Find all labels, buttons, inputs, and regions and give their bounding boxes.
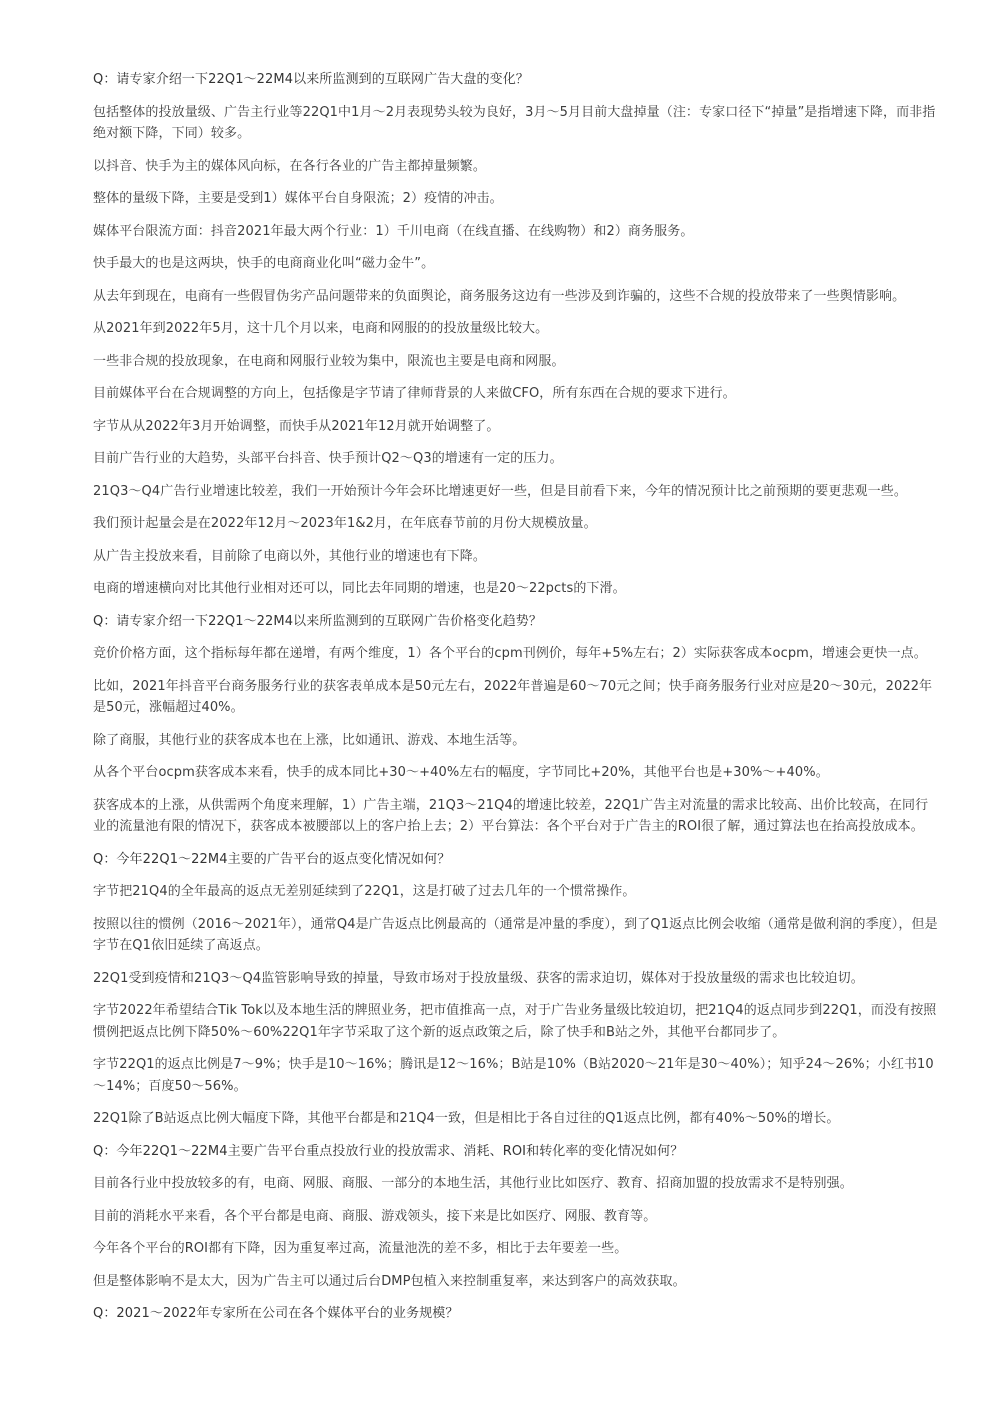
answer-paragraph: 快手最大的也是这两块，快手的电商商业化叫“磁力金牛”。 bbox=[93, 256, 435, 271]
answer-paragraph: 目前的消耗水平来看，各个平台都是电商、商服、游戏领头，接下来是比如医疗、网服、教育等。 bbox=[93, 1208, 657, 1224]
answer-paragraph: 从各个平台ocpm获客成本来看，快手的成本同比+30～+40%左右的幅度，字节同比+20%，其他平台也是+30%～+40%。 bbox=[93, 765, 829, 780]
answer-paragraph: 包括整体的投放量级、广告主行业等22Q1中1月～2月表现势头较为良好，3月～5月目前大盘掉量（注：专家口径下“掉量”是指增速下降，而非指绝对额下降，下同）较多。 bbox=[93, 104, 936, 141]
answer-paragraph: 从广告主投放来看，目前除了电商以外，其他行业的增速也有下降。 bbox=[93, 548, 487, 564]
answer-paragraph: 竞价价格方面，这个指标每年都在递增，有两个维度，1）各个平台的cpm刊例价，每年+5%左右；2）实际获客成本ocpm，增速会更快一点。 bbox=[93, 646, 927, 661]
answer-paragraph: 比如，2021年抖音平台商务服务行业的获客表单成本是50元左右，2022年普遍是60～70元之间；快手商务服务行业对应是20～30元，2022年是50元，涨幅超过40%。 bbox=[93, 678, 933, 715]
answer-paragraph: 获客成本的上涨，从供需两个角度来理解，1）广告主端，21Q3～21Q4的增速比较差，22Q1广告主对流量的需求比较高、出价比较高，在同行业的流量池有限的情况下，获客成本被腰部以上的客户抬上去；2）平台算法：各个平台对于广告主的ROI很了解，通过算法也在抬高投放成本。 bbox=[93, 797, 929, 834]
answer-paragraph: 字节22Q1的返点比例是7～9%；快手是10～16%；腾讯是12～16%；B站是10%（B站2020～21年是30～40%）；知乎24～26%；小红书10～14%；百度50～56%。 bbox=[93, 1057, 934, 1094]
answer-paragraph: 字节从从2022年3月开始调整，而快手从2021年12月就开始调整了。 bbox=[93, 418, 500, 434]
question-paragraph: Q：请专家介绍一下22Q1～22M4以来所监测到的互联网广告价格变化趋势？ bbox=[93, 613, 543, 629]
answer-paragraph: 电商的增速横向对比其他行业相对还可以，同比去年同期的增速，也是20～22pcts的下滑。 bbox=[93, 581, 626, 596]
answer-paragraph: 整体的量级下降，主要是受到1）媒体平台自身限流；2）疫情的冲击。 bbox=[93, 191, 503, 206]
answer-paragraph: 22Q1除了B站返点比例大幅度下降，其他平台都是和21Q4一致，但是相比于各自过往的Q1返点比例，都有40%～50%的增长。 bbox=[93, 1111, 840, 1126]
answer-paragraph: 除了商服，其他行业的获客成本也在上涨，比如通讯、游戏、本地生活等。 bbox=[93, 732, 526, 748]
answer-paragraph: 字节2022年希望结合Tik Tok以及本地生活的牌照业务，把市值推高一点，对于广告业务量级比较迫切，把21Q4的返点同步到22Q1，而没有按照惯例把返点比例下降50%～60%22Q1年字节采取了这个新的返点政策之后，除了快手和B站之外，其他平台都同步了。 bbox=[93, 1003, 937, 1040]
answer-paragraph: 目前广告行业的大趋势，头部平台抖音、快手预计Q2～Q3的增速有一定的压力。 bbox=[93, 451, 563, 466]
question-paragraph: Q：2021～2022年专家所在公司在各个媒体平台的业务规模？ bbox=[93, 1306, 459, 1321]
answer-paragraph: 从2021年到2022年5月，这十几个月以来，电商和网服的的投放量级比较大。 bbox=[93, 321, 549, 336]
answer-paragraph: 从去年到现在，电商有一些假冒伪劣产品问题带来的负面舆论，商务服务这边有一些涉及到诈骗的，这些不合规的投放带来了一些舆情影响。 bbox=[93, 288, 906, 304]
question-paragraph: Q：今年22Q1～22M4主要广告平台重点投放行业的投放需求、消耗、ROI和转化率的变化情况如何？ bbox=[93, 1143, 684, 1159]
answer-paragraph: 22Q1受到疫情和21Q3～Q4监管影响导致的掉量，导致市场对于投放量级、获客的需求迫切，媒体对于投放量级的需求也比较迫切。 bbox=[93, 970, 864, 986]
answer-paragraph: 我们预计起量会是在2022年12月～2023年1&2月，在年底春节前的月份大规模放量。 bbox=[93, 516, 597, 531]
question-paragraph: Q：请专家介绍一下22Q1～22M4以来所监测到的互联网广告大盘的变化？ bbox=[93, 72, 529, 87]
answer-paragraph: 但是整体影响不是太大，因为广告主可以通过后台DMP包植入来控制重复率，来达到客户的高效获取。 bbox=[93, 1273, 686, 1289]
answer-paragraph: 媒体平台限流方面：抖音2021年最大两个行业：1）千川电商（在线直播、在线购物）和2）商务服务。 bbox=[93, 223, 694, 239]
answer-paragraph: 今年各个平台的ROI都有下降，因为重复率过高，流量池洗的差不多，相比于去年要差一些。 bbox=[93, 1241, 628, 1256]
answer-paragraph: 21Q3～Q4广告行业增速比较差，我们一开始预计今年会环比增速更好一些，但是目前看下来，今年的情况预计比之前预期的要更悲观一些。 bbox=[93, 483, 907, 499]
answer-paragraph: 一些非合规的投放现象，在电商和网服行业较为集中，限流也主要是电商和网服。 bbox=[93, 353, 565, 369]
answer-paragraph: 目前各行业中投放较多的有，电商、网服、商服、一部分的本地生活，其他行业比如医疗、教育、招商加盟的投放需求不是特别强。 bbox=[93, 1176, 853, 1191]
answer-paragraph: 以抖音、快手为主的媒体风向标，在各行各业的广告主都掉量频繁。 bbox=[93, 158, 487, 174]
answer-paragraph: 字节把21Q4的全年最高的返点无差别延续到了22Q1，这是打破了过去几年的一个惯常操作。 bbox=[93, 884, 636, 899]
question-paragraph: Q：今年22Q1～22M4主要的广告平台的返点变化情况如何？ bbox=[93, 851, 451, 867]
answer-paragraph: 按照以往的惯例（2016～2021年），通常Q4是广告返点比例最高的（通常是冲量的季度），到了Q1返点比例会收缩（通常是做利润的季度），但是字节在Q1依旧延续了高返点。 bbox=[93, 916, 938, 953]
answer-paragraph: 目前媒体平台在合规调整的方向上，包括像是字节请了律师背景的人来做CFO，所有东西在合规的要求下进行。 bbox=[93, 386, 736, 401]
